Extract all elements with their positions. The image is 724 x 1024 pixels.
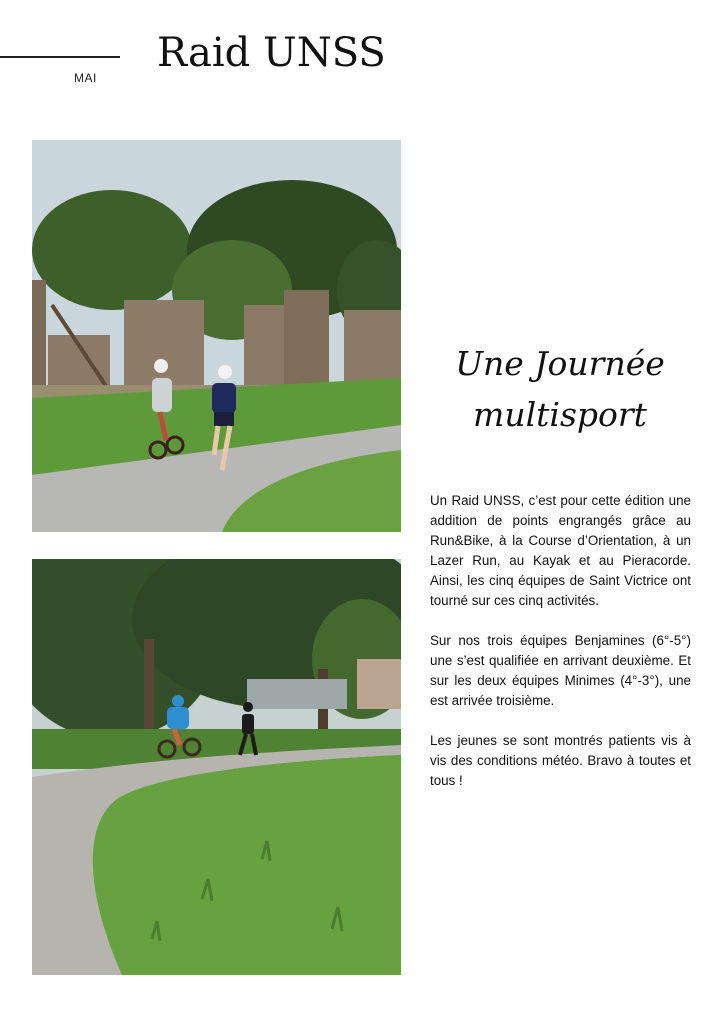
month-label: MAI <box>74 71 97 85</box>
article-headline <box>410 338 710 440</box>
article-paragraph: Sur nos trois équipes Benjamines (6°-5°) une s’est qualifiée en arrivant deuxième. Et sur les deux équipes Minimes (4°-3°), une est arrivée troisième. <box>430 633 691 708</box>
photo-park-course <box>32 559 401 975</box>
photo-run-and-bike-image <box>32 140 401 532</box>
article-paragraph: Un Raid UNSS, c’est pour cette édition une addition de points engrangés grâce au Run&Bike, à la Course d’Orientation, à un Lazer Run, au Kayak et au Pieracorde. Ainsi, les cinq équipes de Saint Victrice ont tourné sur ces cinq activités. <box>430 493 691 608</box>
page-title: Raid UNSS <box>157 30 386 76</box>
headline-line-2: multisport <box>473 395 647 434</box>
photo-park-course-image <box>32 559 401 975</box>
article-paragraph: Les jeunes se sont montrés patients vis à vis des conditions météo. Bravo à toutes et tous ! <box>430 733 691 788</box>
article-body <box>430 491 691 811</box>
header-rule <box>0 56 120 58</box>
headline-line-1: Une Journée <box>455 344 665 383</box>
photo-run-and-bike <box>32 140 401 532</box>
